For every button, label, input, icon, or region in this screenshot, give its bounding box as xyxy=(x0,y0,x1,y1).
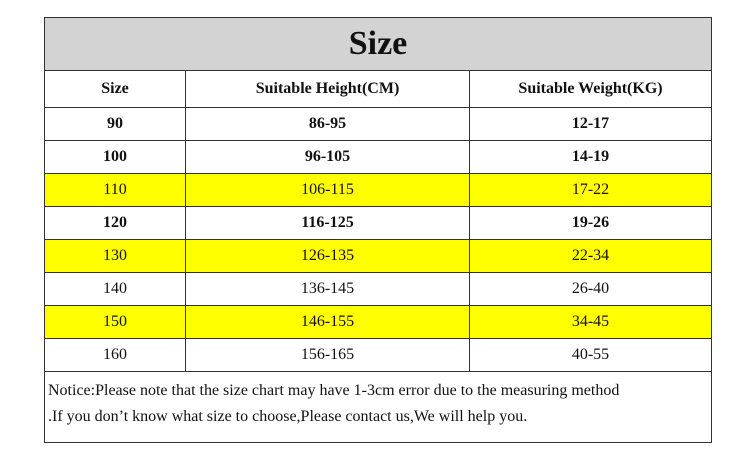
size-cell: 140 xyxy=(45,273,186,306)
size-cell: 90 xyxy=(45,108,186,141)
chart-title: Size xyxy=(45,18,712,71)
size-cell: 160 xyxy=(45,339,186,372)
size-chart-table xyxy=(44,17,712,443)
size-cell: 120 xyxy=(45,207,186,240)
weight-cell: 22-34 xyxy=(470,240,712,273)
title-row xyxy=(45,18,712,71)
table-row xyxy=(45,207,712,240)
size-cell: 150 xyxy=(45,306,186,339)
size-chart-body xyxy=(45,18,712,443)
weight-cell: 34-45 xyxy=(470,306,712,339)
header-size: Size xyxy=(45,71,186,108)
height-cell: 106-115 xyxy=(186,174,470,207)
height-cell: 116-125 xyxy=(186,207,470,240)
height-cell: 126-135 xyxy=(186,240,470,273)
weight-cell: 19-26 xyxy=(470,207,712,240)
weight-cell: 40-55 xyxy=(470,339,712,372)
weight-cell: 14-19 xyxy=(470,141,712,174)
height-cell: 96-105 xyxy=(186,141,470,174)
weight-cell: 12-17 xyxy=(470,108,712,141)
table-row xyxy=(45,108,712,141)
table-row xyxy=(45,141,712,174)
height-cell: 146-155 xyxy=(186,306,470,339)
weight-cell: 17-22 xyxy=(470,174,712,207)
size-cell: 110 xyxy=(45,174,186,207)
table-row xyxy=(45,174,712,207)
height-cell: 86-95 xyxy=(186,108,470,141)
header-row xyxy=(45,71,712,108)
notice-row xyxy=(45,372,712,443)
size-cell: 100 xyxy=(45,141,186,174)
notice-line-2: .If you don’t know what size to choose,Please contact us,We will help you. xyxy=(48,408,528,425)
table-row xyxy=(45,273,712,306)
weight-cell: 26-40 xyxy=(470,273,712,306)
size-cell: 130 xyxy=(45,240,186,273)
header-weight: Suitable Weight(KG) xyxy=(470,71,712,108)
table-row xyxy=(45,306,712,339)
notice-line-1: Notice:Please note that the size chart may have 1-3cm error due to the measuring method xyxy=(48,382,620,399)
notice-text xyxy=(45,372,712,443)
height-cell: 156-165 xyxy=(186,339,470,372)
height-cell: 136-145 xyxy=(186,273,470,306)
header-height: Suitable Height(CM) xyxy=(186,71,470,108)
table-row xyxy=(45,339,712,372)
table-row xyxy=(45,240,712,273)
